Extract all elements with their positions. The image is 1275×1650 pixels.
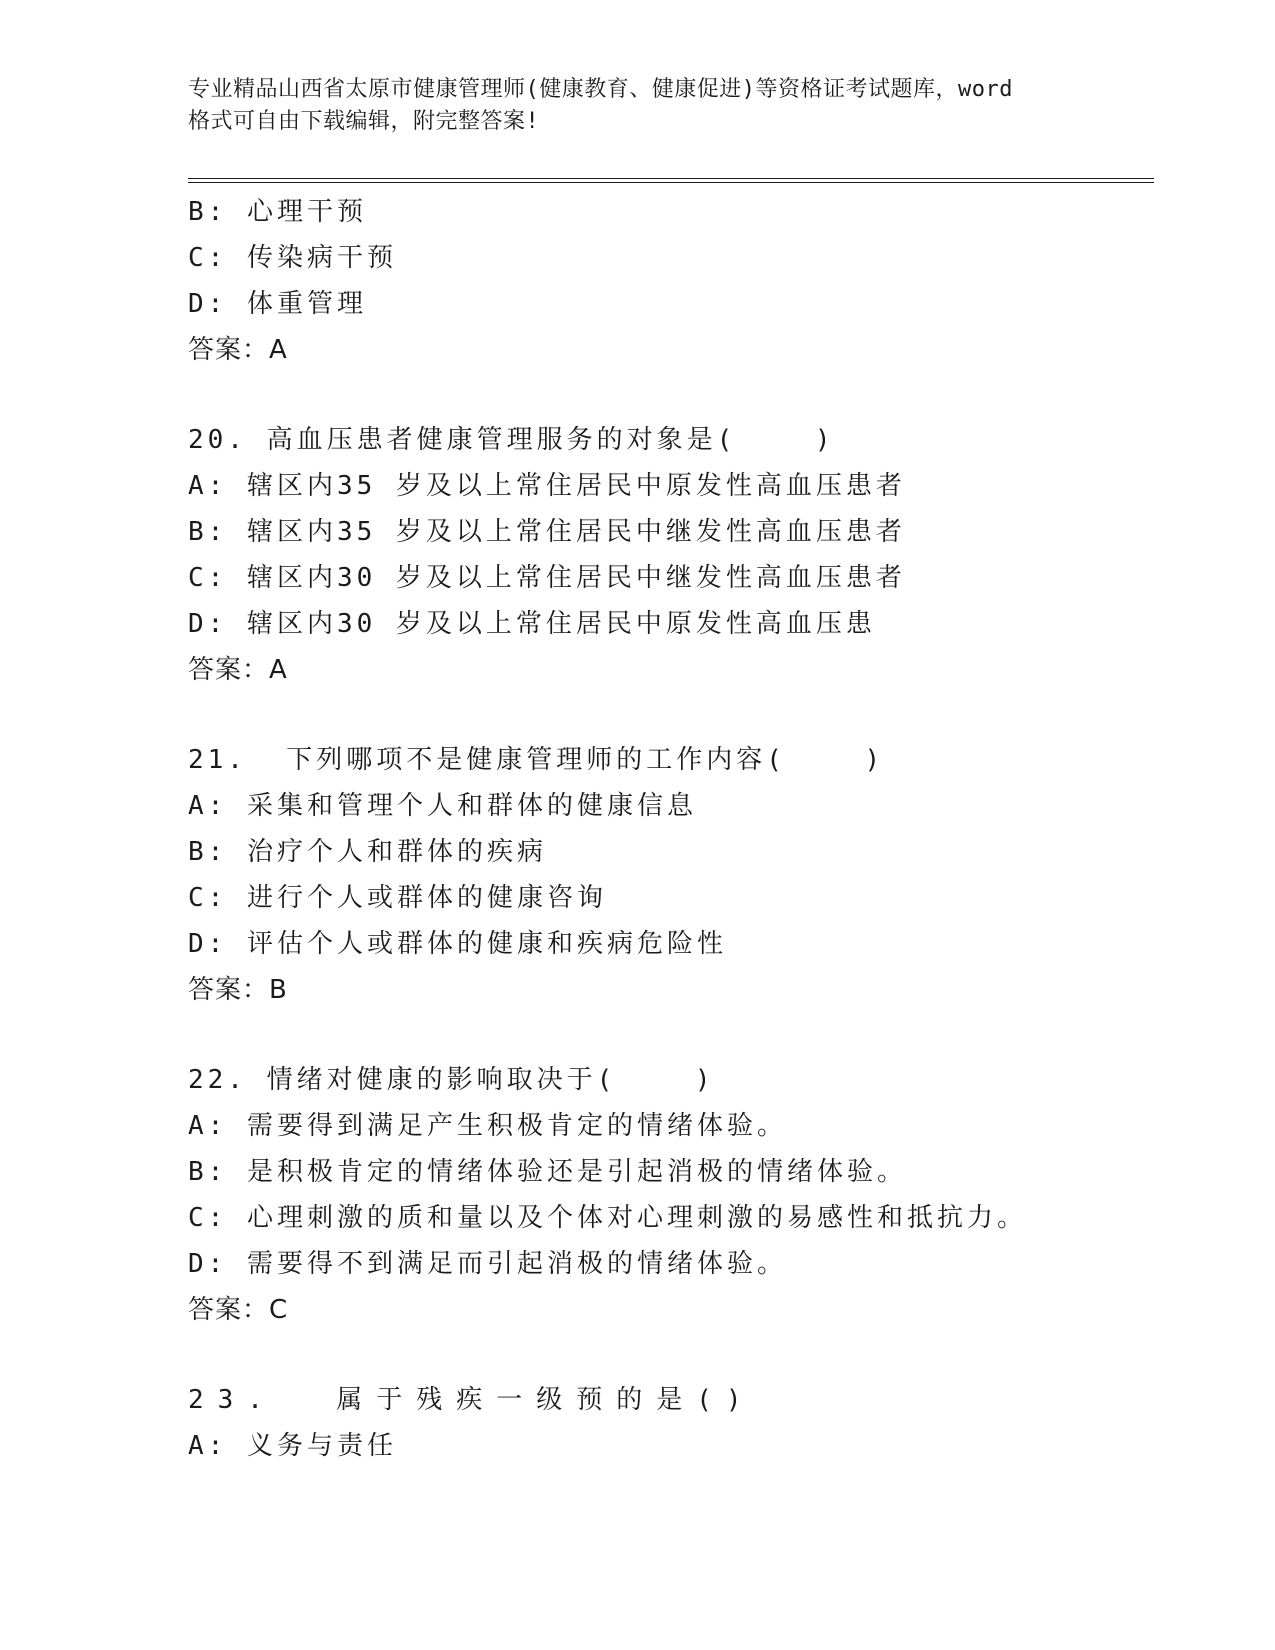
option-a: A: 辖区内35 岁及以上常住居民中原发性高血压患者 [188, 471, 906, 501]
question-22 [188, 1057, 1154, 1333]
question-stem: 23. 属于残疾一级预的是() [188, 1385, 756, 1415]
question-stem: 22. 情绪对健康的影响取决于( ) [188, 1065, 715, 1095]
question-gap [188, 1013, 1154, 1057]
question-gap [188, 693, 1154, 737]
header-line-2: 格式可自由下载编辑，附完整答案! [188, 109, 540, 134]
option-a: A: 需要得到满足产生积极肯定的情绪体验。 [188, 1111, 787, 1141]
question-stem: 20. 高血压患者健康管理服务的对象是( ) [188, 425, 835, 455]
question-21 [188, 737, 1154, 1013]
answer-label: 答案：C [188, 1295, 289, 1325]
question-20 [188, 417, 1154, 693]
question-gap [188, 1333, 1154, 1377]
option-b: B: 辖区内35 岁及以上常住居民中继发性高血压患者 [188, 517, 906, 547]
divider-line-bottom [188, 182, 1154, 183]
option-d: D: 辖区内30 岁及以上常住居民中原发性高血压患 [188, 609, 876, 639]
option-d: D: 体重管理 [188, 289, 367, 319]
answer-label: 答案：A [188, 655, 288, 685]
option-d: D: 评估个人或群体的健康和疾病危险性 [188, 929, 727, 959]
option-d: D: 需要得不到满足而引起消极的情绪体验。 [188, 1249, 787, 1279]
option-c: C: 心理刺激的质和量以及个体对心理刺激的易感性和抵抗力。 [188, 1203, 1027, 1233]
header-line-1: 专业精品山西省太原市健康管理师(健康教育、健康促进)等资格证考试题库，word [188, 77, 1013, 102]
question-stem: 21. 下列哪项不是健康管理师的工作内容( ) [188, 745, 885, 775]
option-b: B: 是积极肯定的情绪体验还是引起消极的情绪体验。 [188, 1157, 907, 1187]
header-divider [188, 178, 1154, 184]
option-a: A: 义务与责任 [188, 1431, 397, 1461]
question-gap [188, 373, 1154, 417]
option-a: A: 采集和管理个人和群体的健康信息 [188, 791, 697, 821]
question-list [188, 189, 1154, 1469]
option-c: C: 辖区内30 岁及以上常住居民中继发性高血压患者 [188, 563, 906, 593]
option-b: B: 治疗个人和群体的疾病 [188, 837, 547, 867]
question-23 [188, 1377, 1154, 1469]
option-c: C: 进行个人或群体的健康咨询 [188, 883, 607, 913]
option-c: C: 传染病干预 [188, 243, 397, 273]
question-19-continuation [188, 189, 1154, 373]
option-b: B: 心理干预 [188, 197, 367, 227]
answer-label: 答案：A [188, 335, 288, 365]
answer-label: 答案：B [188, 975, 288, 1005]
document-header [188, 74, 1088, 138]
divider-line-top [188, 178, 1154, 179]
